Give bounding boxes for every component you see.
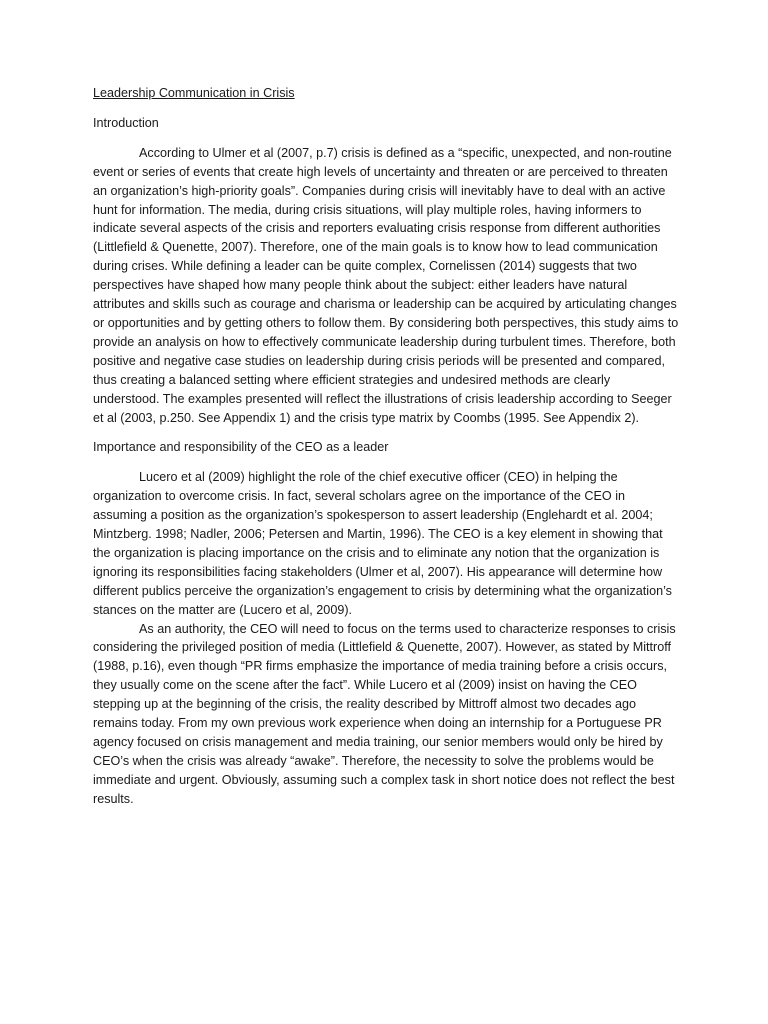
- section-heading-introduction: Introduction: [93, 115, 159, 130]
- ceo-paragraph-1: Lucero et al (2009) highlight the role of the chief executive officer (CEO) in helping the organization to overcome crisis. In fact, several scholars agree on the importance of the CEO in assuming a position as the organization’s spokesperson to assert leadership (Englehardt et al. 2004; Mintzberg. 1998; Nadler, 2006; Petersen and Martin, 1996). The CEO is a key element in showing that the organization is placing importance on the crisis and to eliminate any notion that the organization is ignoring its responsibilities facing stakeholders (Ulmer et al, 2007). His appearance will determine how different publics perceive the organization’s engagement to crisis by determining what the organization’s stances on the matter are (Lucero et al, 2009).: [93, 470, 672, 617]
- document-title: Leadership Communication in Crisis: [93, 86, 295, 100]
- section-heading-ceo-role: Importance and responsibility of the CEO as a leader: [93, 440, 389, 455]
- document-page: [93, 84, 679, 820]
- introduction-paragraph: According to Ulmer et al (2007, p.7) crisis is defined as a “specific, unexpected, and non-routine event or series of events that create high levels of uncertainty and threaten or are perceived to threaten an organization’s high-priority goals”. Companies during crisis will inevitably have to deal with an active hunt for information. The media, during crisis situations, will play multiple roles, having informers to indicate several aspects of the crisis and reporters evaluating crisis response from different authorities (Littlefield & Quenette, 2007). Therefore, one of the main goals is to know how to lead communication during crises. While defining a leader can be quite complex, Cornelissen (2014) suggests that two perspectives have shaped how many people think about the subject: either leaders have natural attributes and skills such as courage and charisma or leadership can be acquired by articulating changes or opportunities and by getting others to follow them. By considering both perspectives, this study aims to provide an analysis on how to effectively communicate leadership during turbulent times. Therefore, both positive and negative case studies on leadership during crisis periods will be presented and compared, thus creating a balanced setting where efficient strategies and undesired methods are clearly understood. The examples presented will reflect the illustrations of crisis leadership according to Seeger et al (2003, p.250. See Appendix 1) and the crisis type matrix by Coombs (1995. See Appendix 2).: [93, 145, 679, 425]
- ceo-paragraph-2: As an authority, the CEO will need to focus on the terms used to characterize responses to crisis considering the privileged position of media (Littlefield & Quenette, 2007). However, as stated by Mittroff (1988, p.16), even though “PR firms emphasize the importance of media training before a crisis occurs, they usually come on the scene after the fact”. While Lucero et al (2009) insist on having the CEO stepping up at the beginning of the crisis, the reality described by Mittroff almost two decades ago remains today. From my own previous work experience when doing an internship for a Portuguese PR agency focused on crisis management and media training, our senior members would only be hired by CEO’s when the crisis was already “awake”. Therefore, the necessity to solve the problems would be immediate and urgent. Obviously, assuming such a complex task in short notice does not reflect the best results.: [93, 621, 676, 806]
